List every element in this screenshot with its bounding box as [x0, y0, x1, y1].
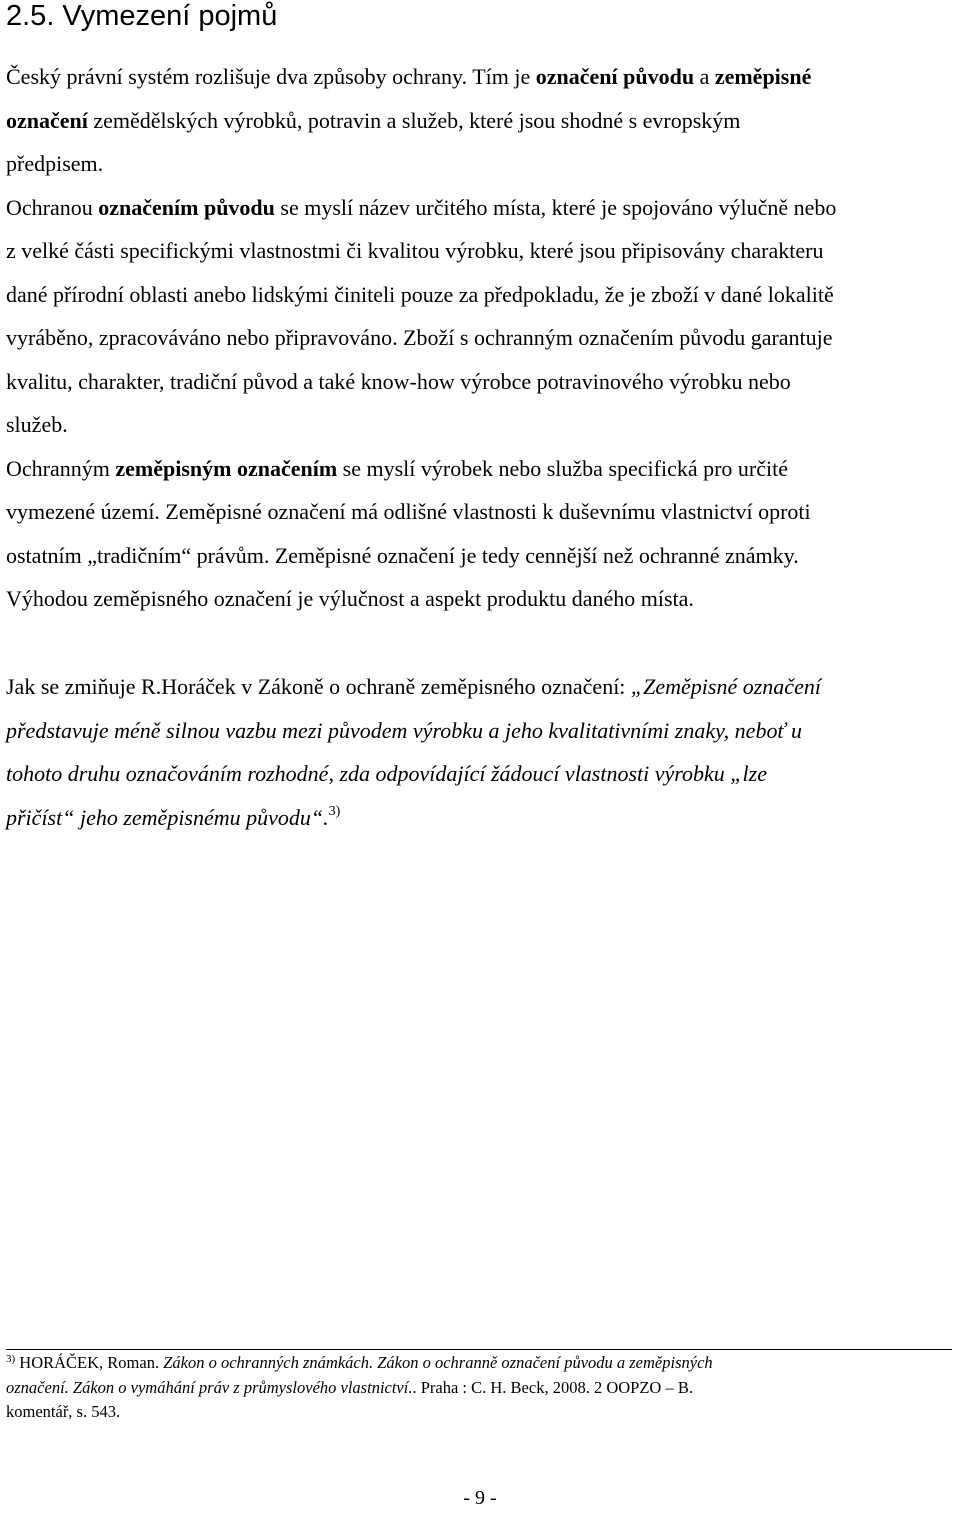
- page-number: - 9 -: [463, 1487, 497, 1509]
- text-line: [6, 447, 956, 491]
- text-line: [6, 55, 956, 99]
- quote-text: tohoto druhu označováním rozhodné, zda odpovídající žádoucí vlastnosti výrobku „lze: [6, 761, 767, 786]
- text-line: [6, 796, 956, 840]
- quote-text: „Zeměpisné označení: [630, 674, 821, 699]
- footnote-title: Zákon o ochranných známkách. Zákon o ochranně označení původu a zeměpisných: [163, 1353, 713, 1372]
- paragraph-geo: [6, 447, 956, 621]
- text-line: [6, 99, 956, 143]
- footnote-mark: 3): [6, 1352, 16, 1365]
- footnote-publisher: . Praha : C. H. Beck, 2008.: [412, 1377, 594, 1397]
- text-line: služeb.: [6, 412, 68, 437]
- text-run: se myslí název určitého místa, které je spojováno výlučně nebo: [274, 194, 837, 220]
- text-line: vyráběno, zpracováváno nebo připravováno. Zboží s ochranným označením původu garantuje: [6, 325, 833, 350]
- bold-term: zeměpisným označením: [115, 455, 338, 481]
- footnote-divider: [6, 1349, 952, 1350]
- text-line: komentář, s. 543.: [6, 1402, 121, 1421]
- footnote: [6, 1351, 952, 1425]
- text-line: vymezené území. Zeměpisné označení má odlišné vlastnosti k duševnímu vlastnictví oproti: [6, 499, 811, 524]
- text-run: a: [694, 64, 715, 89]
- text-run: Jak se zmiňuje R.Horáček v Zákoně o ochraně zeměpisného označení:: [6, 674, 631, 699]
- text-line: [6, 1376, 952, 1401]
- section-heading: 2.5. Vymezení pojmů: [6, 0, 278, 32]
- quote-text: přičíst“ jeho zeměpisnému původu“.: [6, 804, 329, 830]
- text-line: [6, 1351, 952, 1376]
- body-text: [6, 55, 956, 621]
- quote-paragraph: [6, 665, 956, 839]
- text-line: předpisem.: [6, 151, 104, 176]
- text-run: zemědělských výrobků, potravin a služeb, které jsou shodné s evropským: [87, 107, 741, 133]
- paragraph-origin: [6, 186, 956, 447]
- footnote-publisher: 2 OOPZO – B.: [593, 1377, 693, 1397]
- paragraph-intro: [6, 55, 956, 186]
- text-line: Výhodou zeměpisného označení je výlučnost a aspekt produktu daného místa.: [6, 586, 694, 611]
- bold-term: označení původu: [535, 64, 695, 89]
- text-run: Český právní systém rozlišuje dva způsoby ochrany. Tím je: [6, 64, 536, 89]
- text-run: Ochranou: [6, 194, 99, 220]
- text-run: se myslí výrobek nebo služba specifická pro určité: [337, 455, 789, 481]
- bold-term: označením původu: [98, 194, 275, 220]
- text-line: [6, 186, 956, 230]
- bold-term: označení: [6, 107, 88, 133]
- footnote-author: HORÁČEK, Roman.: [15, 1353, 164, 1372]
- bold-term: zeměpisné: [714, 64, 812, 89]
- footnote-reference: 3): [328, 803, 341, 819]
- text-line: [6, 665, 956, 709]
- text-run: Ochranným: [6, 455, 116, 481]
- text-line: [6, 709, 956, 753]
- text-line: kvalitu, charakter, tradiční původ a také know-how výrobce potravinového výrobku nebo: [6, 368, 791, 394]
- footnote-title: označení. Zákon o vymáhání práv z průmyslového vlastnictví.: [6, 1377, 413, 1397]
- quote-text: představuje méně silnou vazbu mezi původem výrobku a jeho kvalitativními znaky, neboť u: [6, 717, 802, 743]
- text-line: z velké části specifickými vlastnostmi či kvalitou výrobku, které jsou připisovány charakteru: [6, 238, 824, 263]
- text-line: dané přírodní oblasti anebo lidskými činiteli pouze za předpokladu, že je zboží v dané lokalitě: [6, 281, 834, 307]
- text-line: [6, 752, 956, 796]
- text-line: ostatním „tradičním“ právům. Zeměpisné označení je tedy cennější než ochranné známky.: [6, 542, 799, 568]
